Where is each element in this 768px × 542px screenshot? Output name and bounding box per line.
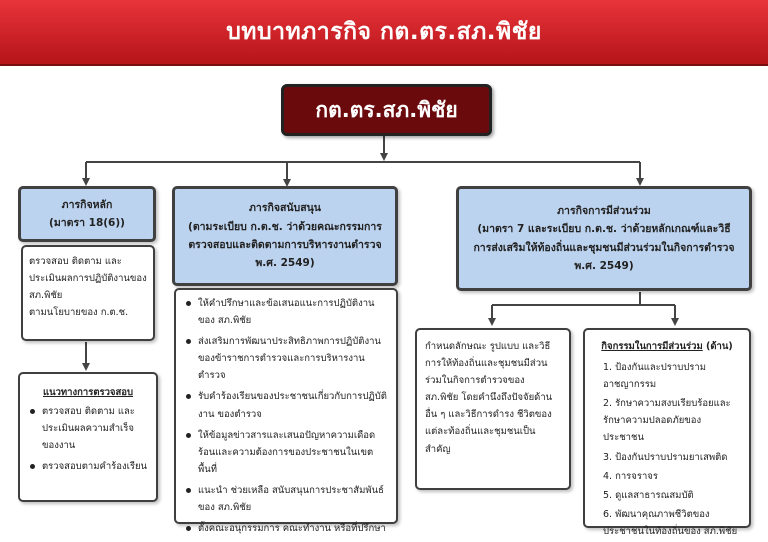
support-item: ให้คำปรึกษาและข้อเสนอแนะการปฏิบัติงานของ สภ.พิชัย [198, 295, 390, 329]
participation-subtitle: (มาตรา 7 และระเบียบ ก.ต.ช. ว่าด้วยหลักเกณฑ์และวิธีการส่งเสริมให้ท้องถิ่นและชุมชนมีส่วนร่วมในกิจการตำรวจ พ.ศ. 2549) [473, 223, 735, 272]
support-title: ภารกิจสนับสนุน [249, 202, 321, 215]
activities-title: กิจกรรมในการมีส่วนร่วม [601, 341, 703, 352]
support-item: แนะนำ ช่วยเหลือ สนับสนุนการประชาสัมพันธ์ของ สภ.พิชัย [198, 482, 390, 516]
inspection-title: แนวทางการตรวจสอบ [42, 387, 134, 398]
activity-item: 3. ป้องกันปราบปรามยาเสพติด [603, 451, 728, 463]
activities-box [583, 328, 751, 537]
main-mission-header [18, 186, 156, 242]
support-item: ส่งเสริมการพัฒนาประสิทธิภาพการปฏิบัติงานของข้าราชการตำรวจและการบริหารงานตำรวจ [198, 333, 390, 384]
support-header [172, 186, 398, 286]
activities-title-suffix: (ด้าน) [706, 341, 733, 352]
participation-description-box [415, 328, 571, 490]
support-item: ตั้งคณะอนุกรรมการ คณะทำงาน หรือที่ปรึกษา [198, 520, 390, 537]
participation-header [456, 186, 752, 291]
support-item: รับคำร้องเรียนของประชาชนเกี่ยวกับการปฏิบัติงาน ของตำรวจ [198, 388, 390, 422]
main-mission-body [21, 245, 155, 341]
inspection-item: ตรวจสอบ ติดตาม และประเมินผลความสำเร็จของงาน [42, 403, 150, 454]
main-mission-item: ตามนโยบายของ ก.ต.ช. [29, 307, 129, 319]
activity-item: 1. ป้องกันและปราบปรามอาชญากรรม [603, 362, 706, 391]
main-mission-title: ภารกิจหลัก [61, 198, 113, 211]
participation-description: กำหนดลักษณะ รูปแบบ และวิธีการให้ท้องถิ่นและชุมชนมีส่วนร่วมในกิจการตำรวจของ สภ.พิชัย โดยคำนึงถึงปัจจัยด้านอื่น ๆ และวิธีการดำรง ชีวิตของแต่ละท้องถิ่นและชุมชนเป็นสำคัญ [425, 341, 553, 455]
root-label: กต.ตร.สภ.พิชัย [315, 97, 458, 122]
support-body [174, 288, 398, 535]
activity-item: 2. รักษาความสงบเรียบร้อยและรักษาความปลอดภัยของประชาชน [603, 398, 731, 444]
participation-title: ภารกิจการมีส่วนร่วม [557, 204, 651, 217]
activity-item: 4. การจราจร [603, 470, 658, 482]
inspection-box [18, 372, 158, 502]
support-subtitle: (ตามระเบียบ ก.ต.ช. ว่าด้วยคณะกรรมการตรวจสอบและติดตามการบริหารงานตำรวจ พ.ศ. 2549) [188, 220, 382, 270]
main-mission-subtitle: (มาตรา 18(6)) [49, 217, 125, 229]
inspection-item: ตรวจสอบตามคำร้องเรียน [42, 458, 150, 475]
main-mission-item: ตรวจสอบ ติดตาม และประเมินผลการปฏิบัติงานของ สภ.พิชัย [29, 256, 147, 302]
activity-item: 6. พัฒนาคุณภาพชีวิตของประชาชนในท้องถิ่นของ สภ.พิชัย [603, 508, 738, 537]
activity-item: 5. ดูแลสาธารณสมบัติ [603, 489, 694, 501]
root-node [281, 84, 492, 136]
support-item: ให้ข้อมูลข่าวสารและเสนอปัญหาความเดือดร้อนและความต้องการของประชาชนในเขตพื้นที่ [198, 427, 390, 478]
page-title: บทบาทภารกิจ กต.ตร.สภ.พิชัย [226, 19, 542, 45]
